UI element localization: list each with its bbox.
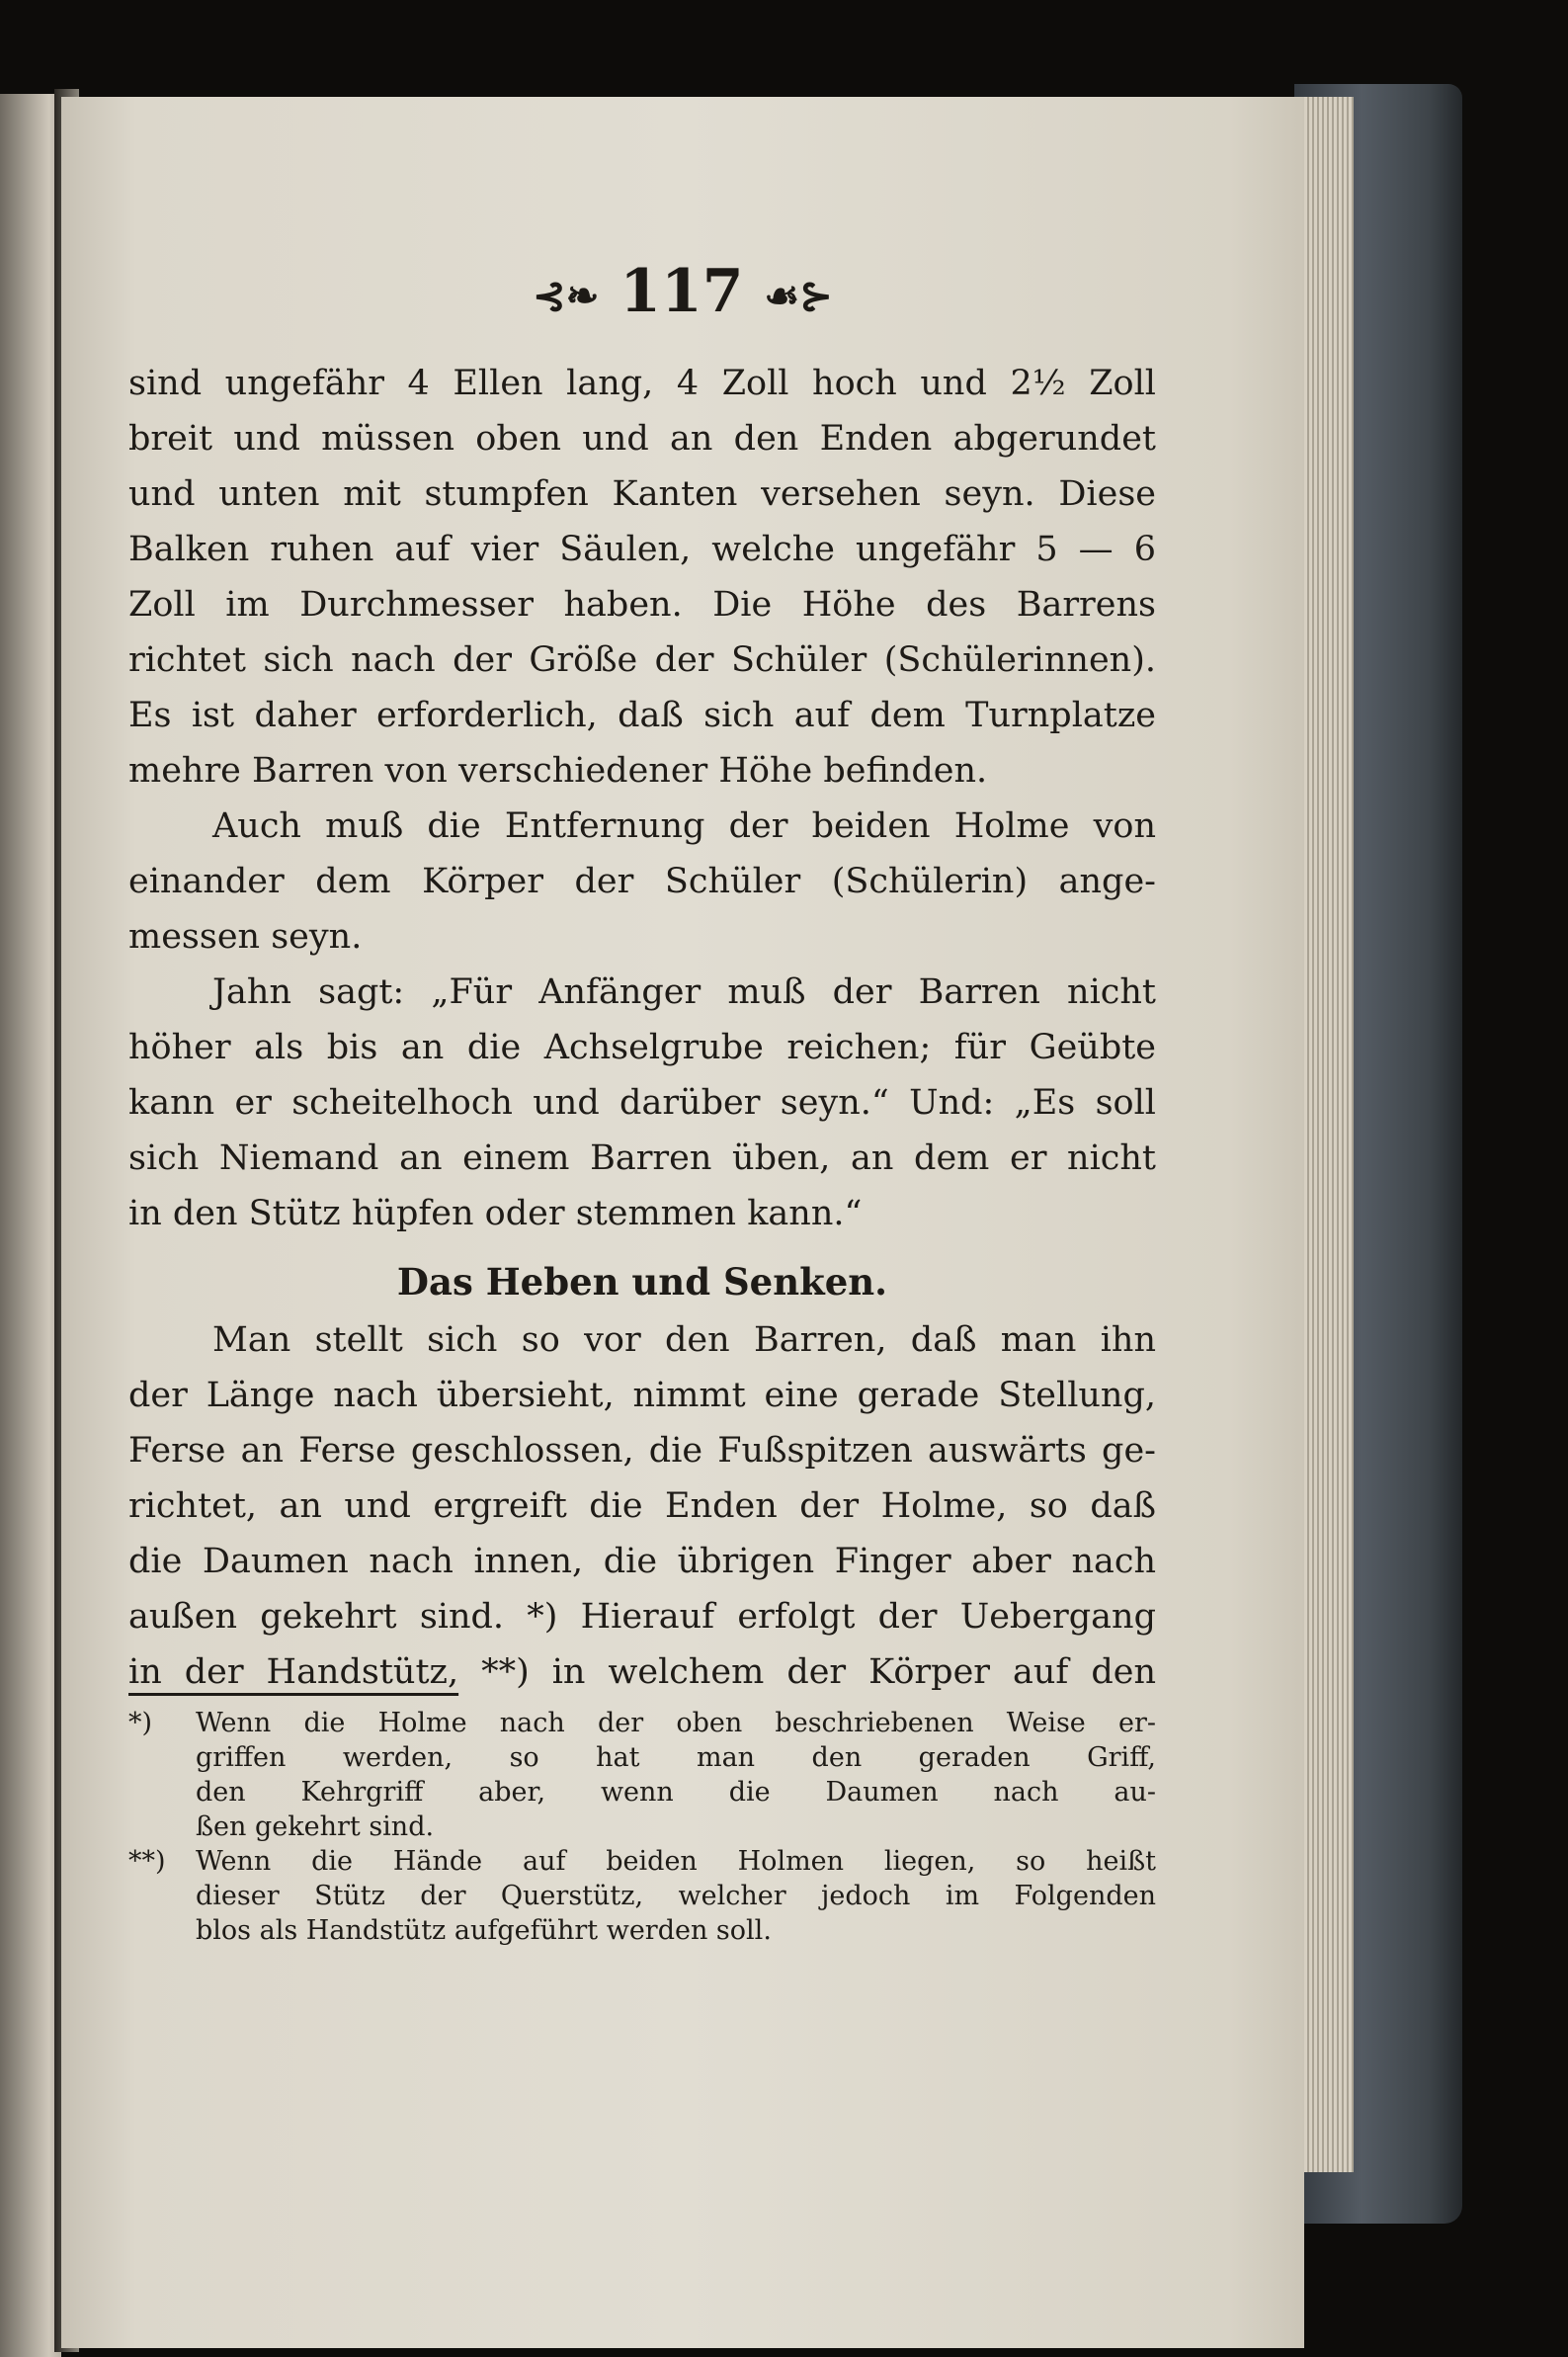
text-line: Es ist daher erforderlich, daß sich auf dem Turnplatze — [128, 696, 1156, 735]
footnote-line: dieser Stütz der Querstütz, welcher jedoch im Folgenden — [196, 1881, 1156, 1911]
section-heading: Das Heben und Senken. — [396, 1260, 888, 1304]
page-number: 117 — [619, 257, 744, 326]
paragraph-2 — [128, 799, 1156, 965]
text-line: richtet sich nach der Größe der Schüler (Schülerinnen). — [128, 640, 1156, 680]
footnote-line: den Kehrgriff aber, wenn die Daumen nach au- — [196, 1777, 1156, 1808]
text-line: höher als bis an die Achselgrube reichen; für Geübte — [128, 1028, 1156, 1067]
text-line: Auch muß die Entfernung der beiden Holme von — [212, 806, 1156, 846]
footnotes — [128, 1706, 1156, 1948]
footnote-marker: *) — [128, 1708, 153, 1738]
footnote-line: ßen gekehrt sind. — [196, 1811, 435, 1842]
text-line-last — [128, 1644, 1156, 1700]
paragraph-3 — [128, 965, 1156, 1241]
text-line: die Daumen nach innen, die übrigen Finger aber nach — [128, 1542, 1156, 1581]
text-line: sich Niemand an einem Barren üben, an dem er nicht — [128, 1138, 1156, 1178]
text-line: kann er scheitelhoch und darüber seyn.“ Und: „Es soll — [128, 1083, 1156, 1123]
ornament-left: ⊰❧ — [533, 273, 600, 319]
page-header — [61, 257, 1304, 326]
text-line: mehre Barren von verschiedener Höhe befinden. — [128, 751, 988, 791]
text-line: Balken ruhen auf vier Säulen, welche ungefähr 5 — 6 — [128, 530, 1156, 569]
text-line: der Länge nach übersieht, nimmt eine gerade Stellung, — [128, 1376, 1156, 1415]
section-paragraph — [128, 1312, 1156, 1700]
text-line: einander dem Körper der Schüler (Schülerin) ange- — [128, 862, 1156, 901]
ornament-right: ☙⊱ — [764, 273, 833, 319]
text-line: Zoll im Durchmesser haben. Die Höhe des Barrens — [128, 585, 1156, 625]
text-line: sind ungefähr 4 Ellen lang, 4 Zoll hoch und 2½ Zoll — [128, 364, 1156, 403]
text-line: messen seyn. — [128, 917, 363, 957]
footnote-line — [128, 1844, 1156, 1879]
book-page — [61, 97, 1304, 2348]
underlined-text: in der Handstütz, — [128, 1652, 459, 1692]
left-page-edge — [0, 94, 61, 2357]
footnote-2 — [128, 1844, 1156, 1948]
text-line: breit und müssen oben und an den Enden abgerundet — [128, 419, 1156, 459]
footnote-text: Wenn die Hände auf beiden Holmen liegen, so heißt — [196, 1846, 1156, 1877]
text-line: richtet, an und ergreift die Enden der Holme, so daß — [128, 1486, 1156, 1526]
text-line: in den Stütz hüpfen oder stemmen kann.“ — [128, 1194, 863, 1233]
text-line: Jahn sagt: „Für Anfänger muß der Barren nicht — [212, 972, 1156, 1012]
footnote-line: blos als Handstütz aufgeführt werden soll. — [196, 1915, 772, 1946]
text-line-rest: **) in welchem der Körper auf den — [458, 1652, 1156, 1692]
text-line: Ferse an Ferse geschlossen, die Fußspitzen auswärts ge- — [128, 1431, 1156, 1471]
footnote-line: griffen werden, so hat man den geraden Griff, — [196, 1742, 1156, 1773]
text-line: außen gekehrt sind. *) Hierauf erfolgt der Uebergang — [128, 1597, 1156, 1637]
text-line: und unten mit stumpfen Kanten versehen seyn. Diese — [128, 474, 1156, 514]
text-line: Man stellt sich so vor den Barren, daß man ihn — [212, 1320, 1156, 1360]
footnote-line — [128, 1706, 1156, 1740]
paragraph-1 — [128, 356, 1156, 799]
page-body — [128, 356, 1156, 1948]
footnote-text: Wenn die Holme nach der oben beschriebenen Weise er- — [196, 1708, 1156, 1738]
footnote-1 — [128, 1706, 1156, 1844]
footnote-marker: **) — [128, 1846, 166, 1877]
